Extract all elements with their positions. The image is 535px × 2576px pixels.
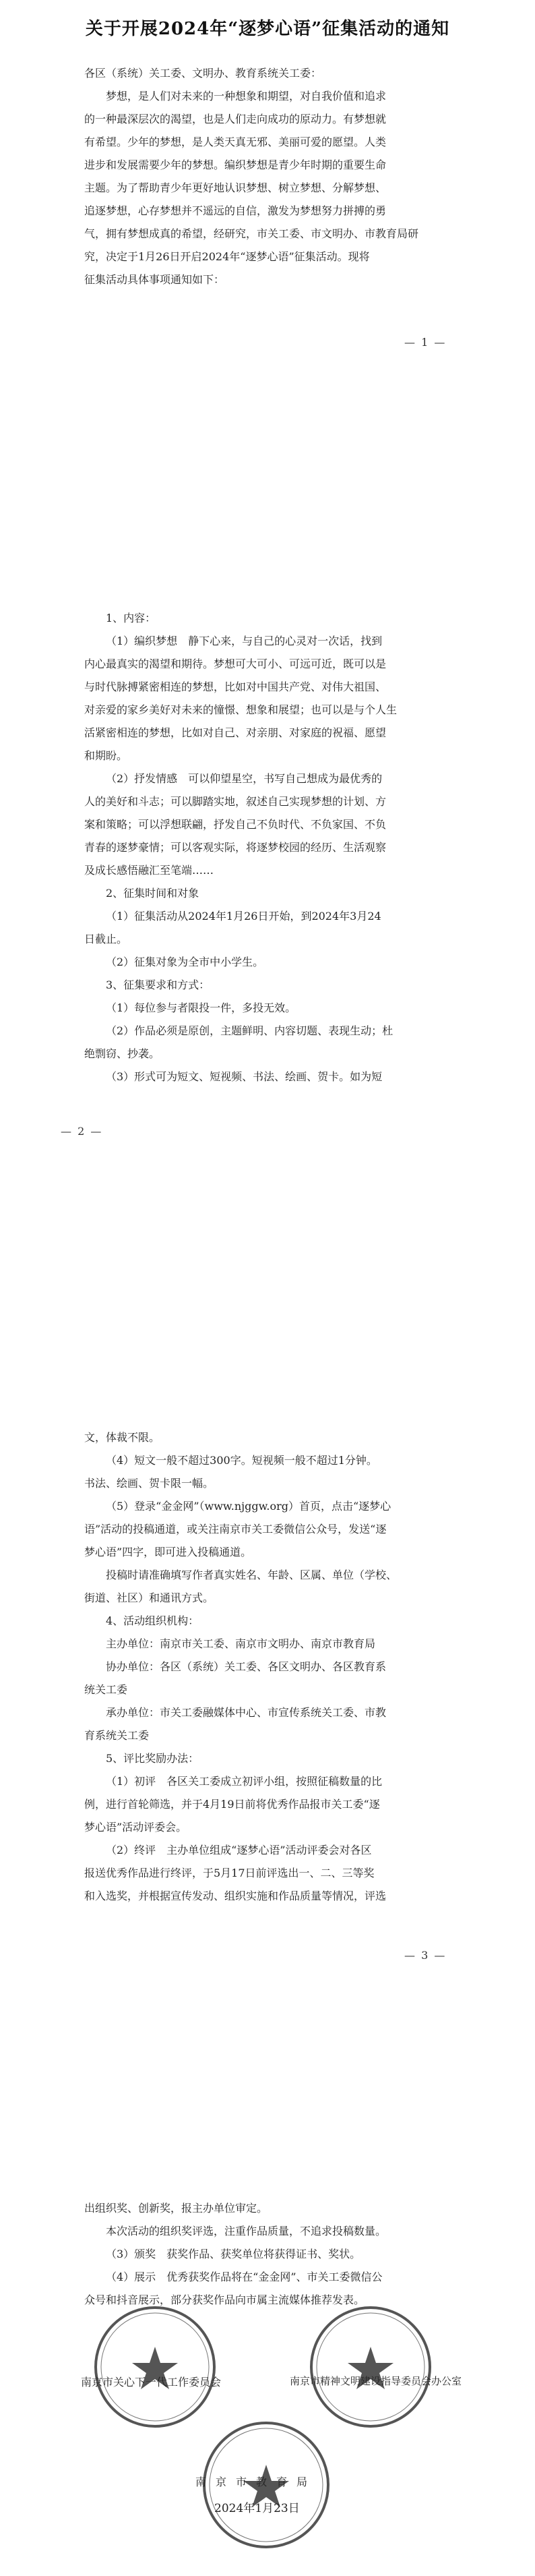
text-line: 众号和抖音展示，部分获奖作品向市属主流媒体推荐发表。 — [84, 2293, 365, 2306]
text-line: 1、内容： — [106, 612, 156, 624]
text-line: （3）颁奖 获奖作品、获奖单位将获得证书、奖状。 — [106, 2248, 361, 2260]
text-line: （4）展示 优秀获奖作品将在“金金网”、市关工委微信公 — [106, 2271, 383, 2283]
text-line: 梦想，是人们对未来的一种想象和期望，对自我价值和追求 — [106, 90, 387, 103]
bottom-seal — [195, 2414, 357, 2576]
text-line: （2）征集对象为全市中小学生。 — [106, 956, 264, 968]
text-line: （1）初评 各区关工委成立初评小组，按照征稿数量的比 — [106, 1775, 383, 1788]
text-line: 的一种最深层次的渴望，也是人们走向成功的原动力。有梦想就 — [84, 113, 387, 125]
text-line: 活紧密相连的梦想，比如对自己、对亲朋、对家庭的祝福、愿望 — [84, 726, 387, 739]
text-line: 青春的逐梦豪情；可以客观实际，将逐梦校园的经历、生活观察 — [84, 841, 387, 854]
left-org-name: 南京市关心下一代工作委员会 — [81, 2376, 222, 2389]
text-line: 投稿时请准确填写作者真实姓名、年龄、区属、单位（学校、 — [106, 1569, 398, 1581]
page-3-body — [84, 1426, 462, 1908]
text-line: 及成长感悟融汇至笔端…… — [84, 864, 214, 877]
text-line: 街道、社区）和通讯方式。 — [84, 1591, 214, 1604]
text-line: 各区（系统）关工委、文明办、教育系统关工委： — [84, 67, 322, 80]
text-line: 气，拥有梦想成真的希望，经研究，市关工委、市文明办、市教育局研 — [84, 227, 419, 240]
text-line: 文，体裁不限。 — [84, 1431, 160, 1444]
text-line: 究，决定于1月26日开启2024年“逐梦心语”征集活动。现将 — [84, 250, 370, 263]
text-line: （3）形式可为短文、短视频、书法、绘画、贺卡。如为短 — [106, 1070, 383, 1083]
page-number-2: — 2 — — [61, 1125, 103, 1138]
text-line: 和期盼。 — [84, 749, 128, 762]
text-line: 协办单位：各区（系统）关工委、各区文明办、各区教育系 — [106, 1660, 387, 1673]
text-line: 语”活动的投稿通道，或关注南京市关工委微信公众号，发送“逐 — [84, 1523, 387, 1535]
text-line: 承办单位：市关工委融媒体中心、市宣传系统关工委、市教 — [106, 1706, 387, 1719]
text-line: 日截止。 — [84, 933, 128, 945]
text-line: 书法、绘画、贺卡限一幅。 — [84, 1477, 214, 1490]
text-line: （1）每位参与者限投一件，多投无效。 — [106, 1001, 296, 1014]
text-line: 追逐梦想，心存梦想并不遥远的自信，激发为梦想努力拼搏的勇 — [84, 204, 387, 217]
text-line: 梦心语”四字，即可进入投稿通道。 — [84, 1546, 252, 1558]
page-4-body — [84, 2197, 462, 2312]
text-line: 内心最真实的渴望和期待。梦想可大可小、可远可近，既可以是 — [84, 657, 387, 670]
text-line: （2）抒发情感 可以仰望星空，书写自己想成为最优秀的 — [106, 772, 383, 785]
text-line: 育系统关工委 — [84, 1729, 150, 1742]
text-line: （2）作品必须是原创，主题鲜明、内容切题、表现生动；杜 — [106, 1024, 394, 1037]
text-line: （1）征集活动从2024年1月26日开始，到2024年3月24 — [106, 910, 381, 923]
text-line: 对亲爱的家乡美好对未来的憧憬、想象和展望；也可以是与个人生 — [84, 703, 398, 716]
text-line: （4）短文一般不超过300字。短视频一般不超过1分钟。 — [106, 1454, 377, 1467]
text-line: 进步和发展需要少年的梦想。编织梦想是青少年时期的重要生命 — [84, 158, 387, 171]
bottom-org-name: 南京市教育局 — [195, 2476, 317, 2488]
right-org-name: 南京市精神文明建设指导委员会办公室 — [290, 2375, 462, 2387]
text-line: 出组织奖、创新奖，报主办单位审定。 — [84, 2202, 268, 2215]
text-line: （5）登录“金金网”（www.njggw.org）首页，点击“逐梦心 — [106, 1500, 391, 1513]
text-line: 主题。为了帮助青少年更好地认识梦想、树立梦想、分解梦想、 — [84, 181, 387, 194]
text-line: 征集活动具体事项通知如下： — [84, 273, 225, 286]
text-line: 统关工委 — [84, 1683, 128, 1696]
text-line: 主办单位：南京市关工委、南京市文明办、南京市教育局 — [106, 1637, 376, 1650]
text-line: 人的美好和斗志；可以脚踏实地，叙述自己实现梦想的计划、方 — [84, 795, 387, 808]
page-1-body — [84, 62, 462, 291]
text-line: 3、征集要求和方式： — [106, 978, 210, 991]
text-line: （2）终评 主办单位组成“逐梦心语”活动评委会对各区 — [106, 1844, 372, 1856]
page-number-3: — 3 — — [404, 1949, 447, 1962]
text-line: 4、活动组织机构： — [106, 1614, 199, 1627]
text-line: （1）编织梦想 静下心来，与自己的心灵对一次话，找到 — [106, 635, 383, 647]
issue-date: 2024年1月23日 — [214, 2502, 300, 2515]
text-line: 本次活动的组织奖评选，注重作品质量，不追求投稿数量。 — [106, 2225, 387, 2237]
text-line: 与时代脉搏紧密相连的梦想，比如对中国共产党、对伟大祖国、 — [84, 680, 387, 693]
text-line: 例，进行首轮筛选，并于4月19日前将优秀作品报市关工委“逐 — [84, 1798, 380, 1811]
page-number-1: — 1 — — [404, 336, 447, 349]
text-line: 2、征集时间和对象 — [106, 887, 199, 900]
text-line: 梦心语”活动评委会。 — [84, 1821, 187, 1834]
document-title: 关于开展2024年“逐梦心语”征集活动的通知 — [85, 19, 450, 39]
text-line: 绝剽窃、抄袭。 — [84, 1047, 160, 1060]
text-line: 案和策略；可以浮想联翩，抒发自己不负时代、不负家国、不负 — [84, 818, 387, 831]
text-line: 有希望。少年的梦想，是人类天真无邪、美丽可爱的愿望。人类 — [84, 136, 387, 148]
page-2-body — [84, 607, 462, 1088]
text-line: 和入选奖，并根据宣传发动、组织实施和作品质量等情况，评选 — [84, 1890, 387, 1902]
text-line: 5、评比奖励办法： — [106, 1752, 199, 1765]
text-line: 报送优秀作品进行终评，于5月17日前评选出一、二、三等奖 — [84, 1867, 375, 1879]
